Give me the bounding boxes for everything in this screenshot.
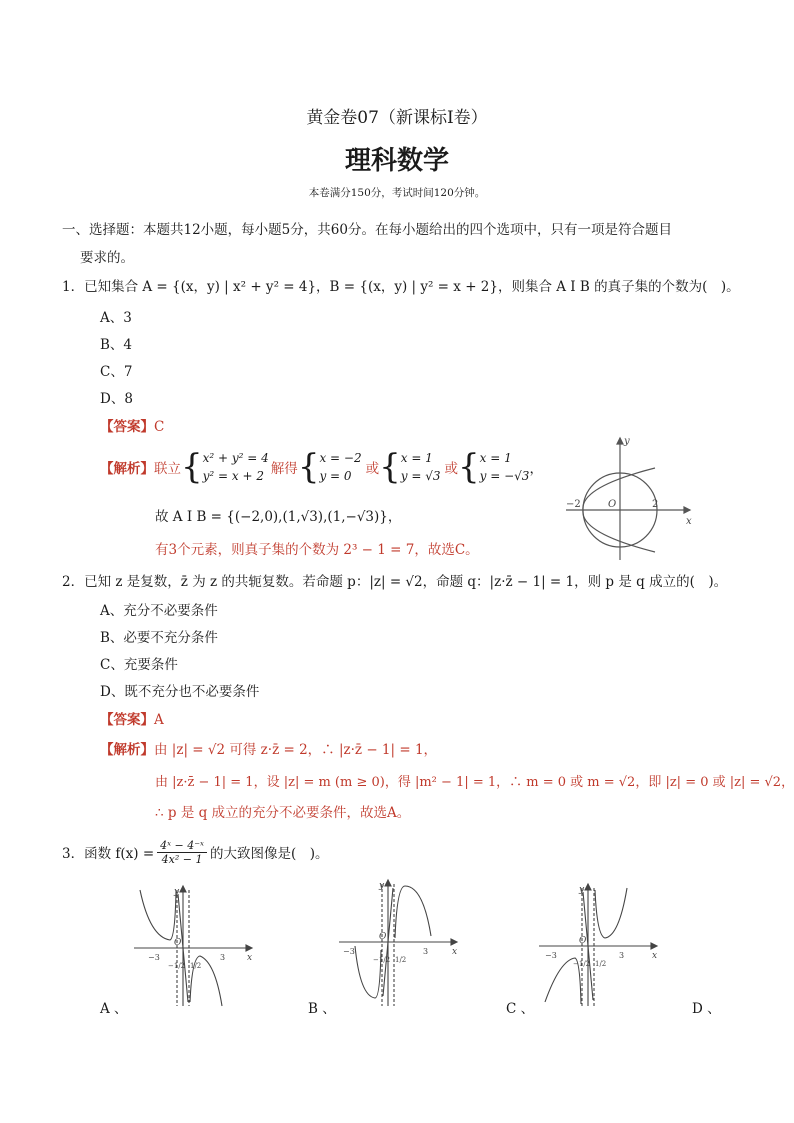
paper-title: 黄金卷07（新课标Ⅰ卷）	[306, 108, 488, 128]
q3-option-a: A 、	[100, 1001, 128, 1017]
section-heading-cont: 要求的。	[80, 250, 134, 266]
q2-analysis-line3: ∴ p 是 q 成立的充分不必要条件，故选A。	[155, 805, 411, 821]
svg-text:3: 3	[619, 951, 625, 960]
svg-text:−3: −3	[545, 951, 557, 960]
svg-text:1/2: 1/2	[395, 956, 407, 964]
q1-stem: 1．已知集合 A = {(x，y) | x² + y² = 4}，B = {(x，y) | y² = x + 2}，则集合 A I B 的真子集的个数为( )。	[62, 279, 740, 295]
q2-analysis-line2: 由 |z·z̄ − 1| = 1，设 |z| = m (m ≥ 0)，得 |m² − 1| = 1，∴ m = 0 或 m = √2，即 |z| = 0 或 |z| = √2，	[155, 775, 794, 790]
q1-label-x: x	[686, 516, 692, 527]
svg-text:x: x	[247, 953, 253, 963]
q3-c-curve-right	[595, 888, 627, 938]
q3-stem: 3．函数 f(x) = $\frac{\text{4ˣ − 4⁻ˣ}}{\text{4x² − 1}}$ 的大致图像是( )。	[62, 838, 329, 866]
q3-graph-b	[335, 876, 463, 1010]
section-heading: 一、选择题：本题共12小题，每小题5分，共60分。在每小题给出的四个选项中，只有一项是符合题目	[62, 222, 672, 238]
q1-label-o: O	[608, 499, 617, 510]
q1-analysis: 【解析】 联立 { x² + y² = 4 y² = x + 2 解得 { x = −2 y = 0 或 { x = 1 y = √3 或 { x = 1 y = −√3 ，	[100, 447, 543, 487]
q1-label-neg2: −2	[566, 499, 581, 510]
svg-text:O: O	[579, 936, 587, 946]
q1-option-d: D、8	[100, 391, 133, 407]
q1-label-2: 2	[652, 499, 659, 510]
q3-denominator: 4x² − 1	[161, 852, 203, 866]
q2-stem: 2．已知 z 是复数，z̄ 为 z 的共轭复数。若命题 p：|z| = √2，命题 q：|z·z̄ − 1| = 1，则 p 是 q 成立的( )。	[62, 574, 728, 590]
svg-text:−1/2: −1/2	[168, 962, 186, 970]
svg-text:−1/2: −1/2	[573, 960, 591, 968]
q3-option-b: B 、	[308, 1001, 336, 1017]
q3-b-curve-right	[395, 886, 431, 938]
q2-option-d: D、既不充分也不必要条件	[100, 684, 260, 700]
q2-analysis: 【解析】由 |z| = √2 可得 z·z̄ = 2，∴ |z·z̄ − 1| = 1，	[100, 742, 438, 758]
q3-option-d: D 、	[692, 1001, 721, 1017]
q2-option-a: A、充分不必要条件	[100, 603, 218, 619]
q2-option-c: C、充要条件	[100, 657, 178, 673]
q3-a-curve-left	[140, 890, 176, 940]
svg-text:1/2: 1/2	[595, 960, 607, 968]
q2-answer: 【答案】A	[100, 712, 164, 728]
svg-text:1/2: 1/2	[190, 962, 202, 970]
exam-note: 本卷满分150分，考试时间120分钟。	[308, 187, 486, 199]
svg-text:3: 3	[220, 953, 226, 962]
q1-analysis-line3: 有3个元素，则真子集的个数为 2³ − 1 = 7，故选C。	[155, 542, 479, 558]
svg-text:x: x	[652, 951, 658, 961]
svg-text:3: 3	[423, 947, 429, 956]
q3-graph-c	[535, 880, 663, 1010]
q1-option-a: A、3	[100, 310, 132, 326]
svg-text:y: y	[379, 881, 385, 891]
svg-text:y: y	[174, 887, 180, 897]
q1-x-arrow	[684, 507, 690, 513]
svg-text:x: x	[452, 947, 458, 957]
q1-figure	[560, 432, 700, 567]
q1-y-arrow	[617, 438, 623, 444]
svg-text:−3: −3	[148, 953, 160, 962]
q3-b-curve-left	[355, 946, 381, 998]
q3-numerator: 4ˣ − 4⁻ˣ	[157, 839, 207, 853]
svg-text:O: O	[174, 938, 182, 948]
q1-option-c: C、7	[100, 364, 133, 380]
q2-option-b: B、必要不充分条件	[100, 630, 218, 646]
svg-text:−3: −3	[343, 947, 355, 956]
q3-graph-a	[130, 882, 258, 1010]
subject-title: 理科数学	[344, 146, 449, 176]
q1-label-y: y	[624, 436, 630, 447]
svg-text:−1/2: −1/2	[373, 956, 391, 964]
q1-option-b: B、4	[100, 337, 133, 353]
q3-option-c: C 、	[506, 1001, 535, 1017]
q1-answer: 【答案】C	[100, 419, 165, 435]
q1-analysis-line2: 故 A I B = {(−2,0),(1,√3),(1,−√3)}，	[155, 509, 402, 525]
svg-text:O: O	[379, 932, 387, 942]
svg-text:y: y	[579, 885, 585, 895]
